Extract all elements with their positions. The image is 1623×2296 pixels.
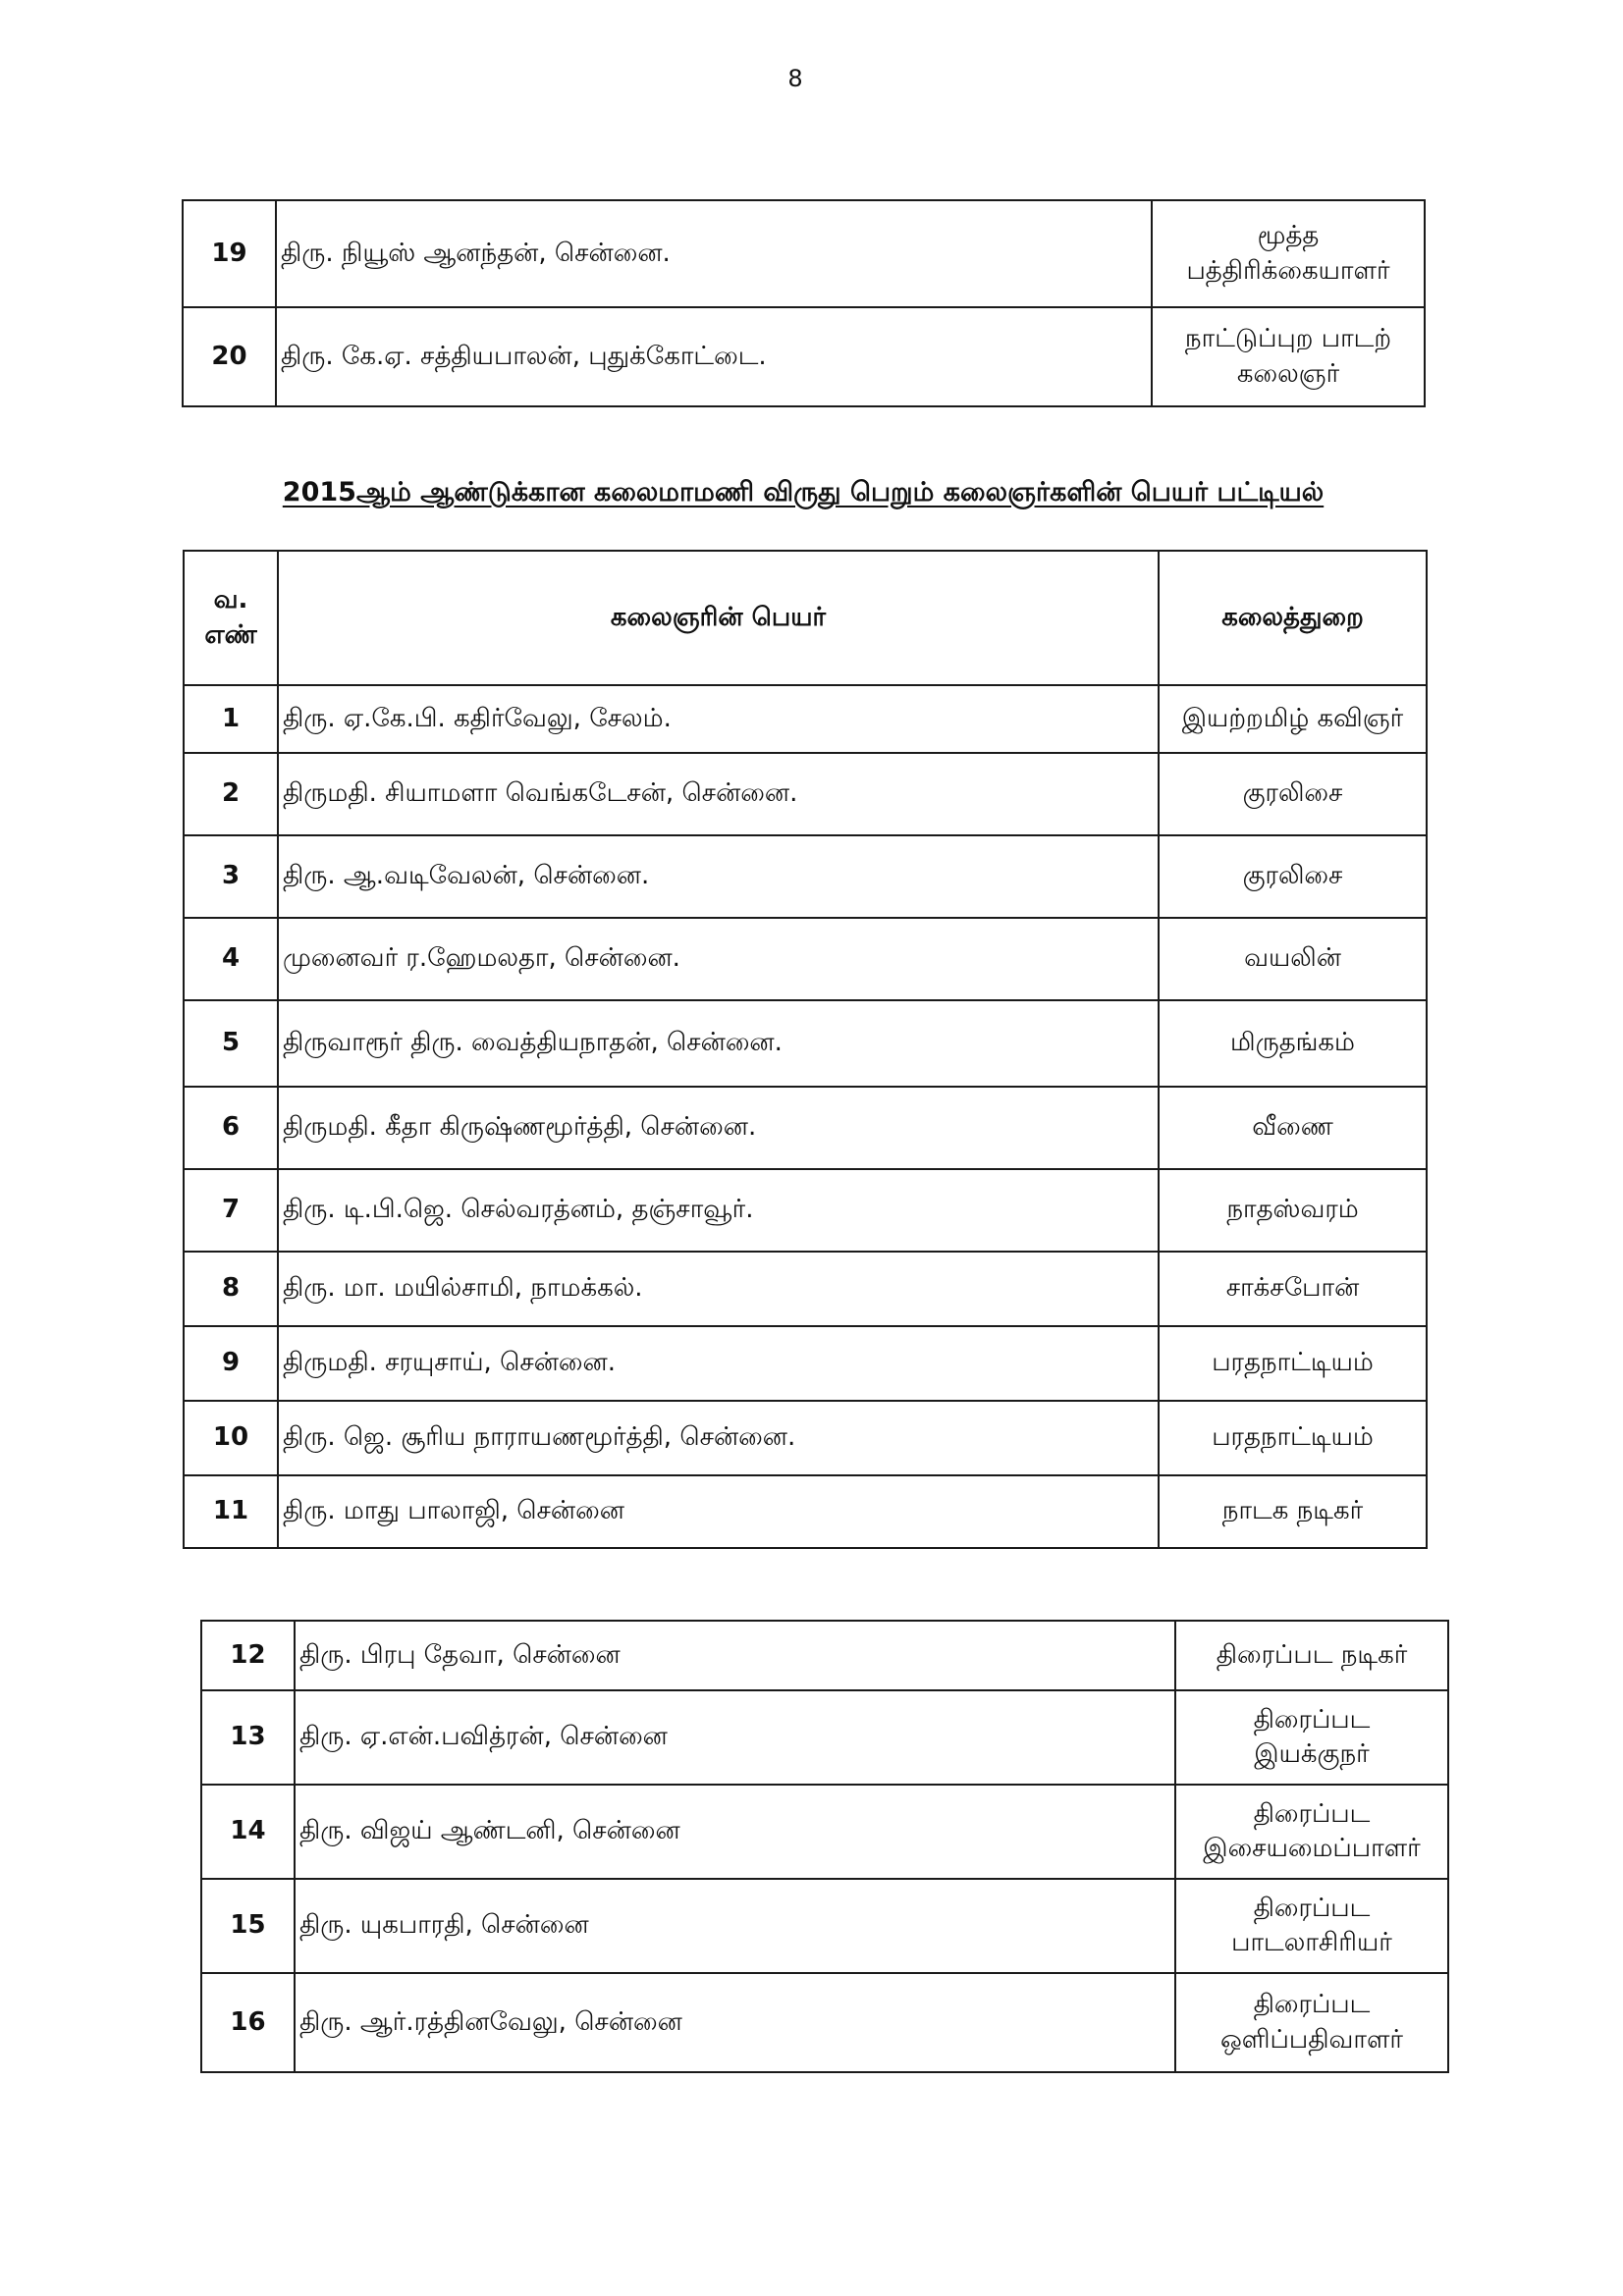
art-field [1152,200,1425,307]
art-field: வயலின் [1159,918,1427,1000]
art-field [1175,1879,1448,1973]
art-field: வீணை [1159,1087,1427,1169]
art-field [1152,307,1425,406]
header-row [184,551,1427,685]
table-row [201,1879,1448,1973]
serial-number: 10 [184,1401,278,1475]
art-field: நாடக நடிகர் [1159,1475,1427,1548]
serial-number: 3 [184,835,278,918]
art-field: நாதஸ்வரம் [1159,1169,1427,1252]
serial-number: 20 [183,307,276,406]
table-row [184,1401,1427,1475]
art-field-line: திரைப்பட [1253,1893,1371,1923]
artist-name: திருமதி. சரயுசாய், சென்னை. [278,1326,1159,1401]
art-field-line: திரைப்பட [1253,1990,1371,2020]
serial-number: 11 [184,1475,278,1548]
artist-name: திரு. மா. மயில்சாமி, நாமக்கல். [278,1252,1159,1326]
table-row [184,753,1427,835]
artist-name: திரு. ஆ.வடிவேலன், சென்னை. [278,835,1159,918]
serial-number: 1 [184,685,278,753]
serial-number: 16 [201,1973,295,2072]
table-row [184,918,1427,1000]
artist-name: திருமதி. சியாமளா வெங்கடேசன், சென்னை. [278,753,1159,835]
art-field-line: இயக்குநர் [1254,1739,1370,1769]
table-row [201,1621,1448,1690]
artist-name: திரு. ஏ.என்.பவித்ரன், சென்னை [295,1690,1175,1785]
art-field-line: திரைப்பட [1253,1798,1371,1829]
table-row [184,1326,1427,1401]
art-field: இயற்றமிழ் கவிஞர் [1159,685,1427,753]
table-row [184,835,1427,918]
artist-name: திரு. ஏ.கே.பி. கதிர்வேலு, சேலம். [278,685,1159,753]
art-field-line: இசையமைப்பாளர் [1203,1834,1421,1863]
continued-table-body [183,200,1425,406]
artist-name: திருவாரூர் திரு. வைத்தியநாதன், சென்னை. [278,1000,1159,1087]
art-field [1175,1690,1448,1785]
serial-number: 8 [184,1252,278,1326]
table-row [183,307,1425,406]
serial-header-line: வ. [213,585,248,615]
awardee-table-body [184,685,1427,1548]
section-title: 2015ஆம் ஆண்டுக்கான கலைமாமணி விருது பெறும் கலைஞர்களின் பெயர் பட்டியல் [282,477,1325,507]
art-field [1175,1785,1448,1879]
art-field: திரைப்பட நடிகர் [1175,1621,1448,1690]
art-field: சாக்சபோன் [1159,1252,1427,1326]
art-field [1175,1973,1448,2072]
artist-name: திரு. ஜெ. சூரிய நாராயணமூர்த்தி, சென்னை. [278,1401,1159,1475]
page-number: 8 [787,65,803,92]
table-row [201,1785,1448,1879]
continued-awardee-table [182,199,1426,407]
table-row [184,1475,1427,1548]
serial-number: 4 [184,918,278,1000]
artist-name-header: கலைஞரின் பெயர் [278,551,1159,685]
serial-number: 6 [184,1087,278,1169]
art-field-line: ஒளிப்பதிவாளர் [1219,2024,1404,2055]
artist-name: திரு. டி.பி.ஜெ. செல்வரத்னம், தஞ்சாவூர். [278,1169,1159,1252]
table-row [201,1973,1448,2072]
serial-number: 13 [201,1690,295,1785]
serial-number: 5 [184,1000,278,1087]
serial-number: 2 [184,753,278,835]
table-row [184,1000,1427,1087]
serial-number: 12 [201,1621,295,1690]
artist-name: திரு. ஆர்.ரத்தினவேலு, சென்னை [295,1973,1175,2072]
artist-name: திரு. விஜய் ஆண்டனி, சென்னை [295,1785,1175,1879]
table-row [184,685,1427,753]
art-field-line: பத்திரிக்கையாளர் [1186,255,1390,286]
art-field: பரதநாட்டியம் [1159,1401,1427,1475]
awardee-table-continued [200,1620,1449,2073]
serial-number-header [184,551,278,685]
artist-name: திரு. யுகபாரதி, சென்னை [295,1879,1175,1973]
artist-name: திருமதி. கீதா கிருஷ்ணமூர்த்தி, சென்னை. [278,1087,1159,1169]
serial-number: 15 [201,1879,295,1973]
awardee-table [183,550,1428,1549]
artist-name: திரு. கே.ஏ. சத்தியபாலன், புதுக்கோட்டை. [276,307,1152,406]
serial-number: 7 [184,1169,278,1252]
table-header [184,551,1427,685]
art-field-header: கலைத்துறை [1159,551,1427,685]
art-field-line: கலைஞர் [1236,358,1340,389]
art-field-line: திரைப்பட [1253,1704,1371,1735]
table-row [201,1690,1448,1785]
artist-name: திரு. பிரபு தேவா, சென்னை [295,1621,1175,1690]
art-field-line: மூத்த [1257,221,1320,251]
table-row [184,1252,1427,1326]
art-field-line: பாடலாசிரியர் [1231,1928,1392,1957]
table-row [184,1169,1427,1252]
art-field-line: நாட்டுப்புற பாடற் [1184,324,1392,354]
art-field: குரலிசை [1159,835,1427,918]
lower-table-body [201,1621,1448,2072]
art-field: மிருதங்கம் [1159,1000,1427,1087]
serial-number: 9 [184,1326,278,1401]
serial-number: 14 [201,1785,295,1879]
artist-name: திரு. மாது பாலாஜி, சென்னை [278,1475,1159,1548]
serial-number: 19 [183,200,276,307]
art-field: குரலிசை [1159,753,1427,835]
art-field: பரதநாட்டியம் [1159,1326,1427,1401]
artist-name: முனைவர் ர.ஹேமலதா, சென்னை. [278,918,1159,1000]
table-row [183,200,1425,307]
artist-name: திரு. நியூஸ் ஆனந்தன், சென்னை. [276,200,1152,307]
table-row [184,1087,1427,1169]
serial-header-line: எண் [204,619,257,650]
